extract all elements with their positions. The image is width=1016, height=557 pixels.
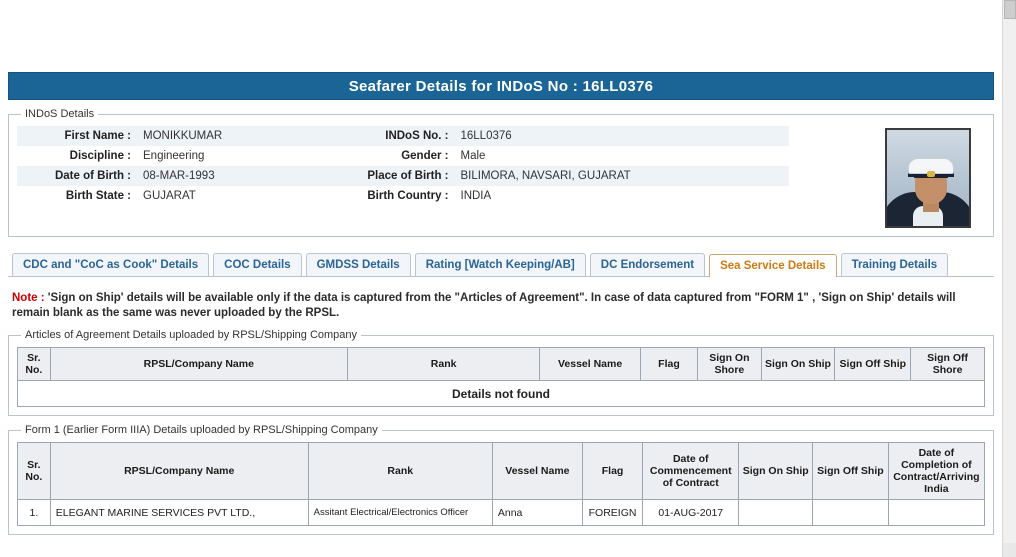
cell-sign-on-ship [739, 500, 813, 526]
birth-state-label: Birth State : [17, 186, 137, 206]
table-header-row [18, 443, 985, 500]
discipline-value: Engineering [137, 146, 305, 166]
birth-country-label: Birth Country : [305, 186, 455, 206]
birth-country-value: INDIA [455, 186, 790, 206]
column-header-sign-on-shore: Sign On Shore [698, 348, 762, 381]
tab-dc-endorsement[interactable]: DC Endorsement [590, 253, 705, 276]
table-row [17, 146, 789, 166]
articles-of-agreement-table [17, 347, 985, 407]
cell-vessel-name: Anna [492, 500, 582, 526]
indos-details-body [17, 126, 985, 228]
avatar-cap-badge-icon [927, 171, 935, 177]
first-name-label: First Name : [17, 126, 137, 146]
table-row-empty [18, 381, 985, 407]
table-row [18, 500, 985, 526]
column-header-sr-no: Sr. No. [18, 348, 51, 381]
column-header-rank: Rank [308, 443, 492, 500]
indos-details-legend: INDoS Details [25, 108, 95, 120]
empty-message: Details not found [18, 381, 985, 407]
tab-training-details[interactable]: Training Details [841, 253, 949, 276]
note-body: 'Sign on Ship' details will be available only if the data is captured from the "Articles of Agreement". In case of data captured from "FORM 1" , 'Sign on Ship' details will remain blank as the same was never uploaded by the RPSL. [12, 292, 956, 319]
tab-rating-watch-keeping-ab[interactable]: Rating [Watch Keeping/AB] [415, 253, 586, 276]
birth-state-value: GUJARAT [137, 186, 305, 206]
avatar [885, 128, 971, 228]
tab-coc-details[interactable]: COC Details [213, 253, 301, 276]
indos-no-label: INDoS No. : [305, 126, 455, 146]
articles-of-agreement-section [8, 329, 994, 416]
column-header-flag: Flag [640, 348, 697, 381]
column-header-company-name: RPSL/Company Name [50, 348, 347, 381]
table-row [17, 166, 789, 186]
note-text [12, 291, 990, 321]
page-title: Seafarer Details for INDoS No : 16LL0376 [8, 72, 994, 100]
indos-details-section [8, 108, 994, 237]
column-header-sign-on-ship: Sign On Ship [761, 348, 835, 381]
tab-gmdss-details[interactable]: GMDSS Details [306, 253, 411, 276]
first-name-value: MONIKKUMAR [137, 126, 305, 146]
column-header-sign-off-ship: Sign Off Ship [813, 443, 889, 500]
note-prefix: Note : [12, 292, 45, 304]
cell-sr-no: 1. [18, 500, 51, 526]
column-header-company-name: RPSL/Company Name [50, 443, 308, 500]
date-of-birth-value: 08-MAR-1993 [137, 166, 305, 186]
discipline-label: Discipline : [17, 146, 137, 166]
cell-company-name: ELEGANT MARINE SERVICES PVT LTD., [50, 500, 308, 526]
column-header-sign-on-ship: Sign On Ship [739, 443, 813, 500]
column-header-vessel-name: Vessel Name [540, 348, 640, 381]
form1-legend: Form 1 (Earlier Form IIIA) Details uploaded by RPSL/Shipping Company [25, 424, 378, 436]
table-header-row [18, 348, 985, 381]
cell-flag: FOREIGN [582, 500, 642, 526]
column-header-vessel-name: Vessel Name [492, 443, 582, 500]
gender-label: Gender : [305, 146, 455, 166]
column-header-flag: Flag [582, 443, 642, 500]
column-header-sign-off-shore: Sign Off Shore [911, 348, 985, 381]
indos-details-table [17, 126, 789, 206]
tab-cdc-and-coc-as-cook-details[interactable]: CDC and "CoC as Cook" Details [12, 253, 209, 276]
form1-section [8, 424, 994, 535]
column-header-sr-no: Sr. No. [18, 443, 51, 500]
tab-bar [8, 251, 994, 277]
scrollbar-thumb[interactable] [1004, 0, 1016, 19]
cell-date-of-commencement: 01-AUG-2017 [643, 500, 739, 526]
column-header-date-of-commencement: Date of Commencement of Contract [643, 443, 739, 500]
cell-rank: Assitant Electrical/Electronics Officer [308, 500, 492, 526]
articles-of-agreement-legend: Articles of Agreement Details uploaded by RPSL/Shipping Company [25, 329, 358, 341]
table-row [17, 126, 789, 146]
cell-sign-off-ship [813, 500, 889, 526]
column-header-sign-off-ship: Sign Off Ship [835, 348, 911, 381]
date-of-birth-label: Date of Birth : [17, 166, 137, 186]
tab-sea-service-details[interactable]: Sea Service Details [709, 254, 837, 277]
gender-value: Male [455, 146, 790, 166]
form1-table [17, 442, 985, 526]
cell-date-of-completion [888, 500, 984, 526]
column-header-date-of-completion: Date of Completion of Contract/Arriving India [888, 443, 984, 500]
place-of-birth-label: Place of Birth : [305, 166, 455, 186]
indos-no-value: 16LL0376 [455, 126, 790, 146]
place-of-birth-value: BILIMORA, NAVSARI, GUJARAT [455, 166, 790, 186]
column-header-rank: Rank [347, 348, 540, 381]
scrollbar-track-bottom[interactable] [1003, 543, 1016, 557]
vertical-scrollbar[interactable] [1002, 0, 1016, 557]
table-row [17, 186, 789, 206]
